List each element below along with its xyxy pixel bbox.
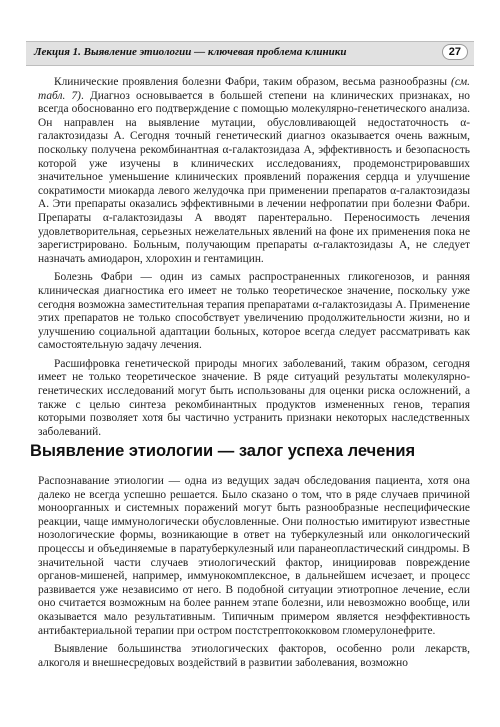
running-header [26, 41, 474, 66]
paragraph [38, 76, 470, 266]
paragraph: Выявление большинства этиологических факторов, особенно роли лекарств, алкоголя и внешнесредовых воздействий в развитии заболевания, возможно [38, 643, 470, 669]
table-reference: (см. табл. 7) [38, 76, 470, 102]
running-header-title: Лекция 1. Выявление этиологии — ключевая проблема клиники [34, 46, 347, 58]
body-text [38, 76, 470, 444]
section-heading: Выявление этиологии — залог успеха лечения [30, 442, 416, 460]
paragraph: Болезнь Фабри — один из самых распространенных гликогенозов, и ранняя клиническая диагностика его имеет не только теоретическое значение, поскольку уже сегодня возможна заместительная терапия препаратами α-галактозидазы А. Применение этих препаратов не только способствует увеличению продолжительности жизни, но и улучшению социальной адаптации больных, которое всегда следует рассматривать как самостоятельную задачу лечения. [38, 271, 470, 352]
paragraph: Расшифровка генетической природы многих заболеваний, таким образом, сегодня имеет не только теоретическое значение. В ряде ситуаций результаты молекулярно-генетических исследований могут быть использованы для оценки риска осложнений, а также с целью синтеза рекомбинантных продуктов измененных генов, терапия которыми позволяет хотя бы частично устранить признаки некоторых наследственных заболеваний. [38, 357, 470, 438]
paragraph-text: Клинические проявления болезни Фабри, таким образом, весьма разнообразны [54, 76, 452, 88]
paragraph: Распознавание этиологии — одна из ведущих задач обследования пациента, хотя она далеко не всегда успешно решается. Было сказано о том, что в ряде случаев причиной моноорганных и системных поражений могут быть разнообразные неспецифические реакции, чаще иммунологически обусловленные. Они полностью имитируют известные нозологические формы, возникающие в ответ на туберкулезный или онкологический процессы и объединяемые в паратуберкулезный или паранеопластический синдромы. В значительной части случаев этиологический фактор, инициировав повреждение органов-мишеней, например, иммунокомплексное, в дальнейшем исчезает, и процесс развивается уже независимо от него. В подобной ситуации этиотропное лечение, если оно считается возможным на более раннем этапе болезни, или невозможно вообще, или оказывается мало результативным. Типичным примером является неэффективность антибактериальной терапии при остром постстрептококковом гломерулонефрите. [38, 475, 470, 637]
page-number: 27 [442, 44, 468, 60]
section-body-text [38, 475, 470, 675]
paragraph-text: . Диагноз основывается в большей степени на клинических признаках, но всегда обоснованно его подтверждение с помощью молекулярно-генетического анализа. Он направлен на выявление мутации, обусловливающей недостаточность α-галактозидазы А. Сегодня точный генетический диагноз оказывается очень важным, поскольку получена рекомбинантная α-галактозидаза А, эффективность и безопасность которой уже изучены в клинических исследованиях, продемонстрировавших значительное уменьшение клинических проявлений поражения сердца и улучшение сократимости миокарда левого желудочка при применении препаратов α-галактозидазы А. Эти препараты оказались эффективными в лечении нефропатии при болезни Фабри. Препараты α-галактозидазы А вводят парентерально. Переносимость лечения удовлетворительная, серьезных нежелательных явлений на фоне их применения пока не зарегистрировано. Больным, получающим препараты α-галактозидазы А, не следует назначать амиодарон, хлорохин и гентамицин. [38, 89, 470, 265]
